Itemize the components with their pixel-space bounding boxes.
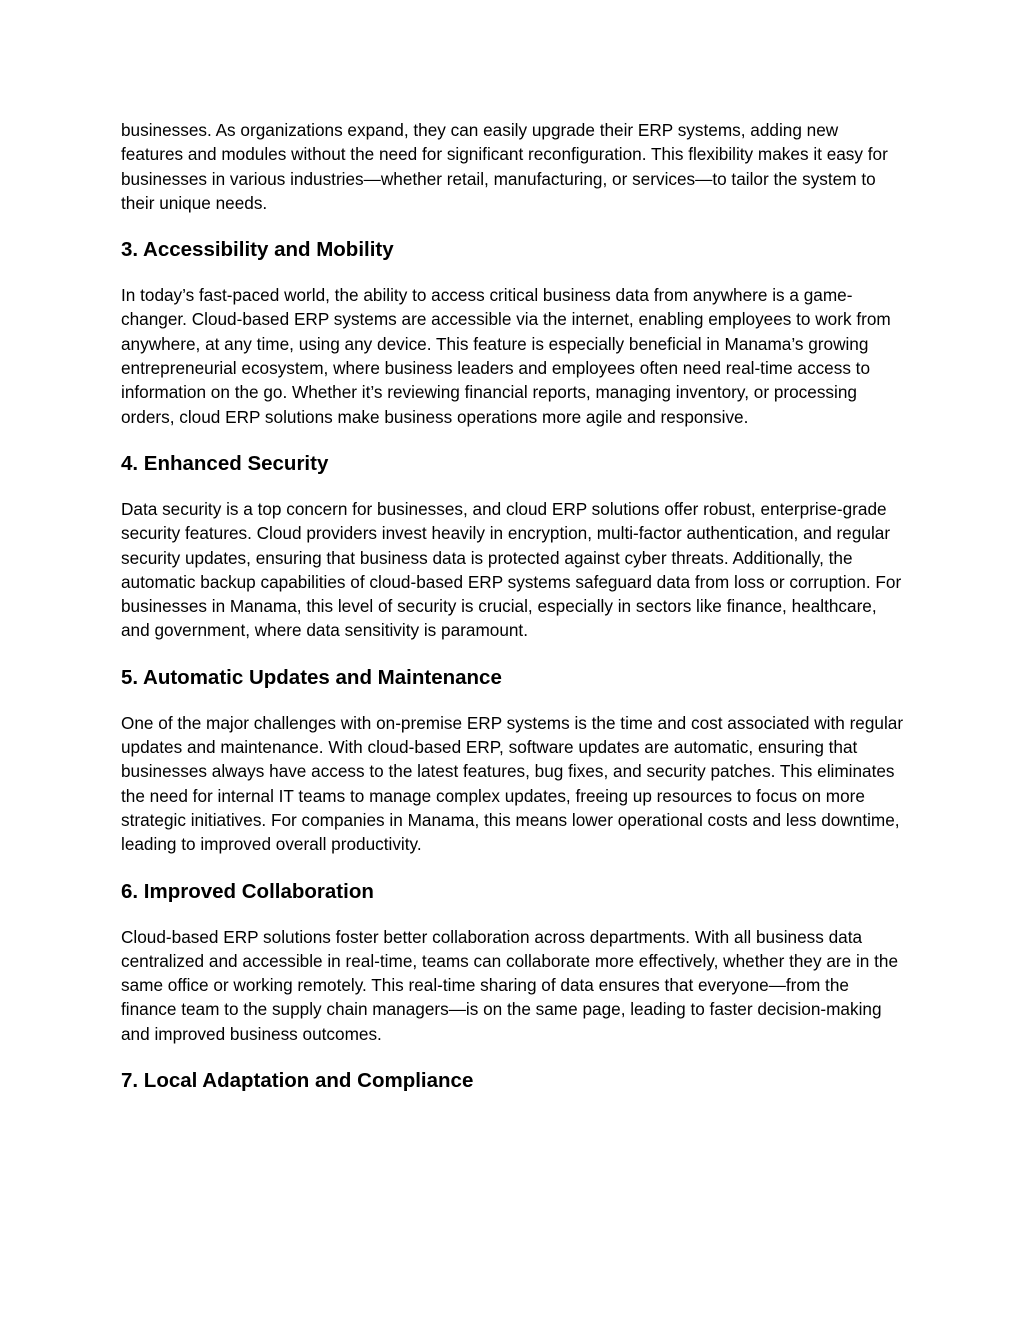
section-accessibility-mobility: [121, 237, 904, 429]
section-body: In today’s fast-paced world, the ability to access critical business data from anywhere is a game-changer. Cloud-based ERP systems are accessible via the internet, enabling employees to work from anywhere, at any time, using any device. This feature is especially beneficial in Manama’s growing entrepreneurial ecosystem, where business leaders and employees often need real-time access to information on the go. Whether it’s reviewing financial reports, managing inventory, or processing orders, cloud ERP solutions make business operations more agile and responsive.: [121, 285, 891, 427]
section-body: One of the major challenges with on-premise ERP systems is the time and cost associated with regular updates and maintenance. With cloud-based ERP, software updates are automatic, ensuring that businesses always have access to the latest features, bug fixes, and security patches. This eliminates the need for internal IT teams to manage complex updates, freeing up resources to focus on more strategic initiatives. For companies in Manama, this means lower operational costs and less downtime, leading to improved overall productivity.: [121, 712, 904, 855]
intro-paragraph: businesses. As organizations expand, they can easily upgrade their ERP systems, adding new features and modules without the need for significant reconfiguration. This flexibility makes it easy for businesses in various industries—whether retail, manufacturing, or services—to tailor the system to their unique needs.: [121, 120, 888, 213]
section-heading: 4. Enhanced Security: [121, 451, 329, 475]
section-heading: 5. Automatic Updates and Maintenance: [121, 665, 502, 689]
section-body: Data security is a top concern for businesses, and cloud ERP solutions offer robust, enterprise-grade security features. Cloud providers invest heavily in encryption, multi-factor authentication, and regular security updates, ensuring that business data is protected against cyber threats. Additionally, the automatic backup capabilities of cloud-based ERP systems safeguard data from loss or corruption. For businesses in Manama, this level of security is crucial, especially in sectors like finance, healthcare, and government, where data sensitivity is paramount.: [121, 498, 902, 641]
section-local-adaptation: [121, 1068, 904, 1094]
section-heading: 3. Accessibility and Mobility: [121, 238, 394, 262]
section-body: Cloud-based ERP solutions foster better collaboration across departments. With all business data centralized and accessible in real-time, teams can collaborate more effectively, whether they are in the same office or working remotely. This real-time sharing of data ensures that everyone—from the finance team to the supply chain managers—is on the same page, leading to faster decision-making and improved business outcomes.: [121, 926, 899, 1044]
section-enhanced-security: [121, 451, 904, 643]
section-improved-collaboration: [121, 879, 904, 1046]
section-heading: 6. Improved Collaboration: [121, 879, 374, 903]
section-automatic-updates: [121, 665, 904, 857]
section-heading: 7. Local Adaptation and Compliance: [121, 1069, 474, 1093]
